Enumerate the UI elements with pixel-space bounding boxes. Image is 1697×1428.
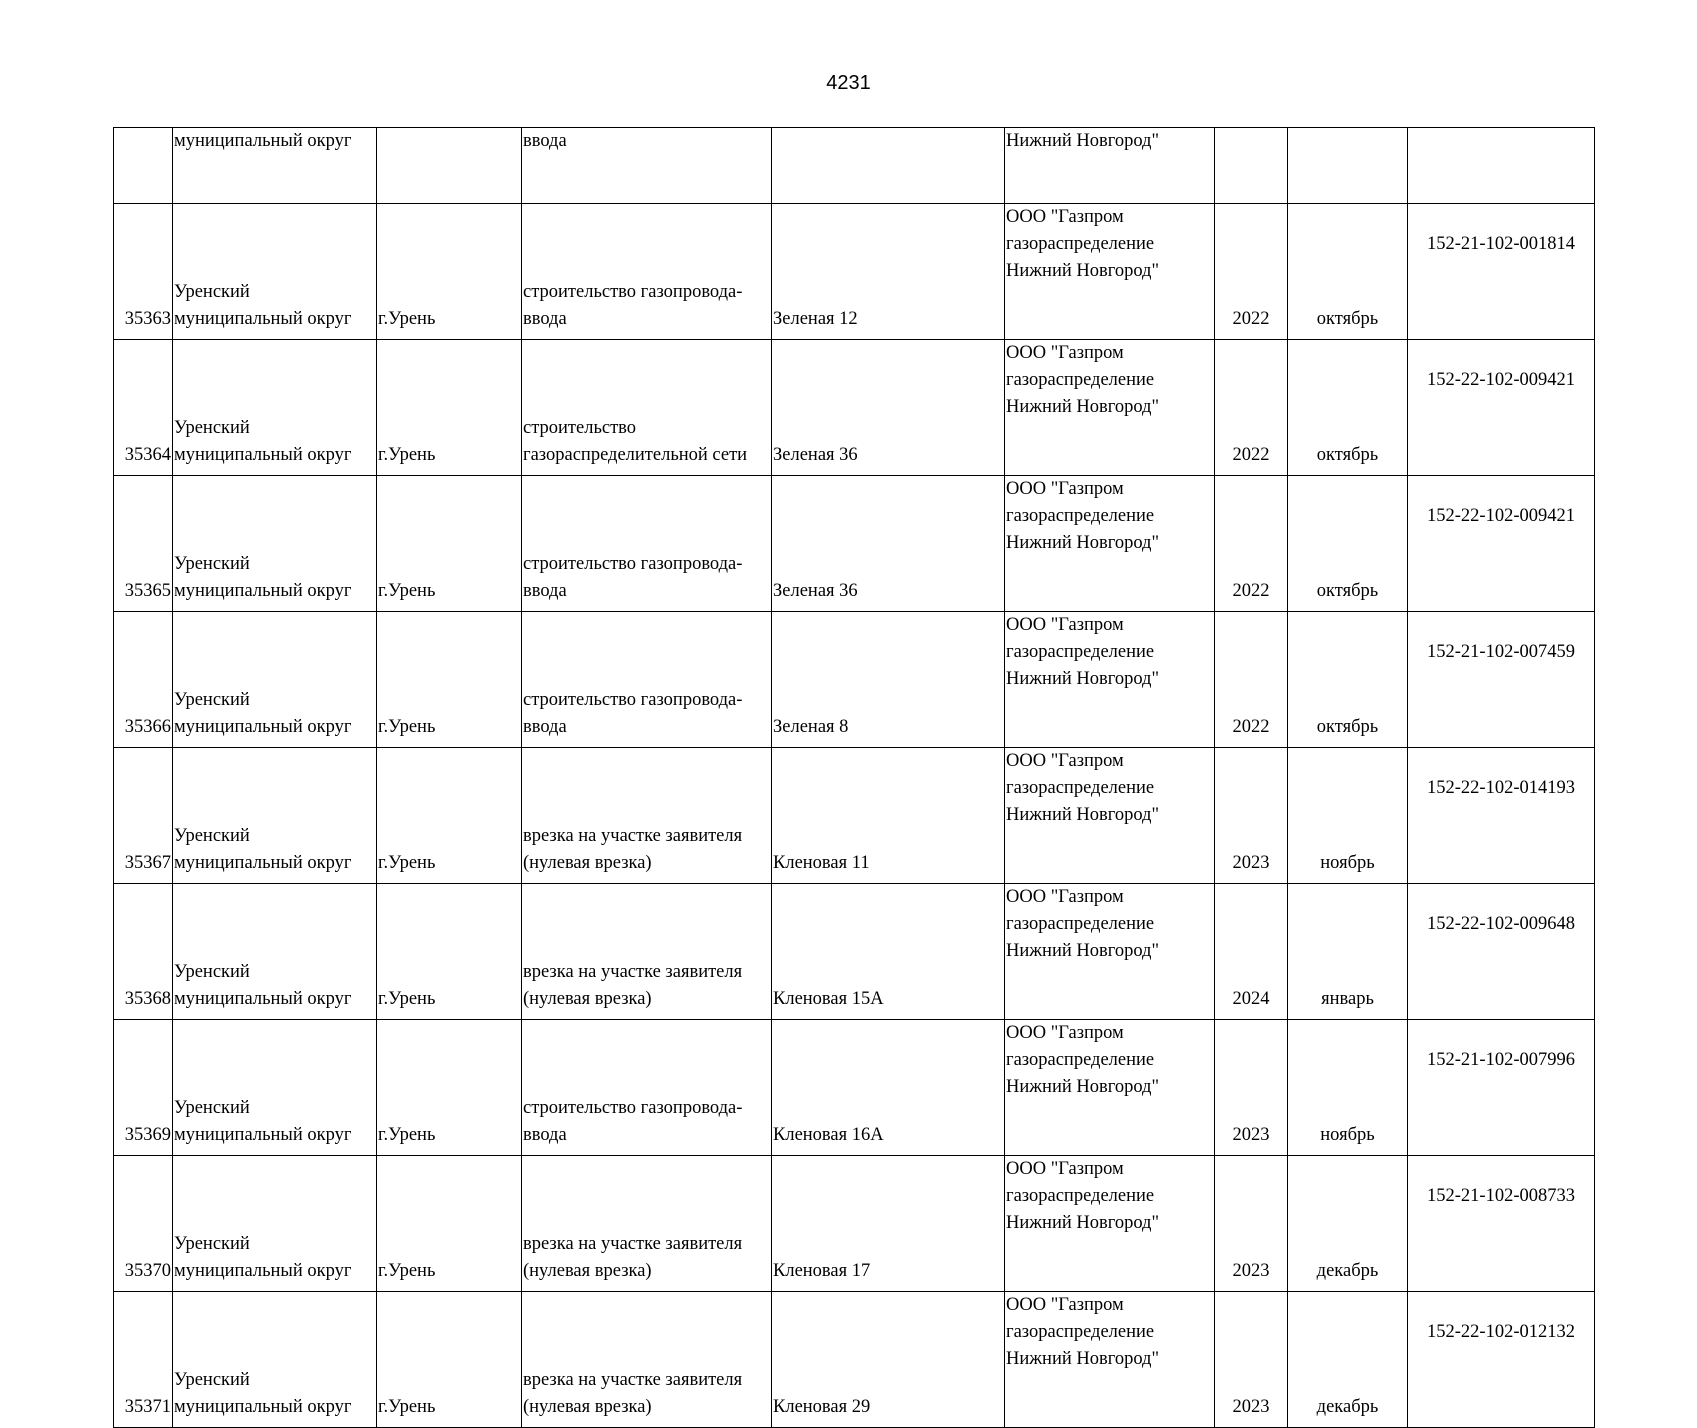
cell-work-type-line: газораспределительной сети bbox=[523, 445, 748, 465]
cell-year-line: 2023 bbox=[1232, 853, 1270, 873]
cell-organization bbox=[1005, 476, 1215, 612]
cell-address-line: Кленовая 16А bbox=[773, 1125, 884, 1145]
cell-year bbox=[1215, 204, 1288, 340]
cell-work-type-line: строительство bbox=[523, 418, 637, 438]
cell-district-line: Уренский bbox=[174, 826, 250, 846]
cell-city bbox=[377, 612, 522, 748]
cell-city bbox=[377, 1292, 522, 1428]
cell-organization-line: газораспределение bbox=[1006, 1050, 1155, 1070]
cell-organization-line: газораспределение bbox=[1006, 914, 1155, 934]
cell-year-line: 2023 bbox=[1232, 1125, 1270, 1145]
cell-address bbox=[772, 204, 1005, 340]
cell-address bbox=[772, 884, 1005, 1020]
cell-district-line: Уренский bbox=[174, 554, 250, 574]
cell-organization: Нижний Новгород" bbox=[1005, 128, 1215, 204]
cell-district-line: муниципальный округ bbox=[174, 1125, 352, 1145]
cell-application-id-line: 152-21-102-001814 bbox=[1427, 234, 1575, 254]
cell-year bbox=[1215, 1020, 1288, 1156]
page-number: 4231 bbox=[826, 72, 871, 94]
cell-work-type-line: врезка на участке заявителя bbox=[523, 1234, 743, 1254]
cell-number-line: 35367 bbox=[124, 853, 171, 873]
cell-district bbox=[173, 612, 377, 748]
cell-city bbox=[377, 340, 522, 476]
cell-city bbox=[377, 1156, 522, 1292]
cell-district bbox=[173, 1156, 377, 1292]
cell-work-type-line: ввода bbox=[523, 717, 567, 737]
cell-organization-line: ООО "Газпром bbox=[1006, 615, 1124, 635]
cell-work-type-line: строительство газопровода- bbox=[523, 554, 743, 574]
cell-number-line: 35363 bbox=[124, 309, 171, 329]
cell-year-line: 2023 bbox=[1232, 1261, 1270, 1281]
table-row bbox=[114, 340, 1595, 476]
cell-district-line: муниципальный округ bbox=[174, 853, 352, 873]
cell-organization bbox=[1005, 884, 1215, 1020]
cell-city-line: г.Урень bbox=[378, 1397, 436, 1417]
cell-city-line: г.Урень bbox=[378, 309, 436, 329]
cell-district bbox=[173, 748, 377, 884]
cell-organization-line: ООО "Газпром bbox=[1006, 1023, 1124, 1043]
cell-work-type-line: (нулевая врезка) bbox=[523, 1397, 652, 1417]
cell-organization-line: ООО "Газпром bbox=[1006, 207, 1124, 227]
cell-month bbox=[1288, 476, 1408, 612]
cell-year-line: 2022 bbox=[1232, 309, 1270, 329]
cell-application-id-line: 152-21-102-007996 bbox=[1427, 1050, 1575, 1070]
cell-year bbox=[1215, 748, 1288, 884]
cell-year bbox=[1215, 1292, 1288, 1428]
cell-month bbox=[1288, 748, 1408, 884]
table-row bbox=[114, 204, 1595, 340]
cell-organization bbox=[1005, 204, 1215, 340]
cell-application-id bbox=[1408, 884, 1595, 1020]
cell-month bbox=[1288, 1292, 1408, 1428]
cell-district-line: Уренский bbox=[174, 1098, 250, 1118]
cell-work-type-line: (нулевая врезка) bbox=[523, 989, 652, 1009]
cell-month-line: январь bbox=[1321, 989, 1374, 1009]
cell-organization-line: ООО "Газпром bbox=[1006, 751, 1124, 771]
cell-organization-line: Нижний Новгород" bbox=[1006, 1349, 1160, 1369]
cell-organization-line: Нижний Новгород" bbox=[1006, 261, 1160, 281]
cell-district-line: Уренский bbox=[174, 962, 250, 982]
cell-city bbox=[377, 884, 522, 1020]
cell-organization bbox=[1005, 340, 1215, 476]
table-row bbox=[114, 476, 1595, 612]
table-row bbox=[114, 1156, 1595, 1292]
cell-district: муниципальный округ bbox=[173, 128, 377, 204]
cell-year bbox=[1215, 476, 1288, 612]
cell-city-line: г.Урень bbox=[378, 1125, 436, 1145]
cell-city bbox=[377, 204, 522, 340]
cell-application-id-line: 152-22-102-009421 bbox=[1427, 506, 1575, 526]
cell-year bbox=[1215, 612, 1288, 748]
cell-month bbox=[1288, 340, 1408, 476]
cell-work-type-line: строительство газопровода- bbox=[523, 282, 743, 302]
cell-district bbox=[173, 1292, 377, 1428]
cell-number bbox=[114, 884, 173, 1020]
cell-district-line: муниципальный округ bbox=[174, 989, 352, 1009]
cell-number bbox=[114, 1292, 173, 1428]
cell-district bbox=[173, 476, 377, 612]
cell-organization-line: Нижний Новгород" bbox=[1006, 805, 1160, 825]
cell-address-line: Кленовая 17 bbox=[773, 1261, 871, 1281]
cell-address-line: Зеленая 8 bbox=[773, 717, 849, 737]
cell-application-id-line: 152-21-102-008733 bbox=[1427, 1186, 1575, 1206]
cell-application-id bbox=[1408, 1020, 1595, 1156]
cell-year bbox=[1215, 128, 1288, 204]
cell-organization-line: газораспределение bbox=[1006, 370, 1155, 390]
table-row bbox=[114, 612, 1595, 748]
cell-work-type-line: ввода bbox=[523, 581, 567, 601]
cell-number-line: 35368 bbox=[124, 989, 171, 1009]
cell-month bbox=[1288, 884, 1408, 1020]
cell-address bbox=[772, 1020, 1005, 1156]
cell-address bbox=[772, 1292, 1005, 1428]
cell-application-id bbox=[1408, 340, 1595, 476]
cell-application-id bbox=[1408, 128, 1595, 204]
cell-month bbox=[1288, 204, 1408, 340]
cell-month-line: октябрь bbox=[1316, 309, 1379, 329]
table-row bbox=[114, 748, 1595, 884]
cell-application-id bbox=[1408, 476, 1595, 612]
cell-organization bbox=[1005, 748, 1215, 884]
cell-city-line: г.Урень bbox=[378, 581, 436, 601]
cell-year bbox=[1215, 340, 1288, 476]
cell-address-line: Зеленая 36 bbox=[773, 445, 858, 465]
cell-work-type: ввода bbox=[522, 128, 772, 204]
cell-work-type-line: (нулевая врезка) bbox=[523, 853, 652, 873]
cell-district bbox=[173, 340, 377, 476]
cell-district-line: Уренский bbox=[174, 690, 250, 710]
cell-address bbox=[772, 1156, 1005, 1292]
cell-organization-line: ООО "Газпром bbox=[1006, 479, 1124, 499]
cell-district-line: Уренский bbox=[174, 282, 250, 302]
cell-number bbox=[114, 748, 173, 884]
cell-work-type bbox=[522, 748, 772, 884]
cell-number-line: 35365 bbox=[124, 581, 171, 601]
cell-work-type-line: ввода bbox=[523, 1125, 567, 1145]
cell-organization-line: газораспределение bbox=[1006, 1186, 1155, 1206]
cell-city-line: г.Урень bbox=[378, 717, 436, 737]
cell-address-line: Кленовая 15А bbox=[773, 989, 884, 1009]
cell-organization-line: ООО "Газпром bbox=[1006, 343, 1124, 363]
cell-application-id-line: 152-21-102-007459 bbox=[1427, 642, 1575, 662]
cell-work-type-line: ввода bbox=[523, 309, 567, 329]
cell-address bbox=[772, 612, 1005, 748]
cell-year bbox=[1215, 1156, 1288, 1292]
cell-city bbox=[377, 748, 522, 884]
cell-number bbox=[114, 612, 173, 748]
cell-application-id bbox=[1408, 1292, 1595, 1428]
cell-city bbox=[377, 128, 522, 204]
cell-city-line: г.Урень bbox=[378, 1261, 436, 1281]
cell-application-id bbox=[1408, 748, 1595, 884]
cell-organization bbox=[1005, 612, 1215, 748]
cell-number-line: 35370 bbox=[124, 1261, 171, 1281]
cell-organization-line: газораспределение bbox=[1006, 778, 1155, 798]
cell-address-line: Зеленая 36 bbox=[773, 581, 858, 601]
cell-work-type bbox=[522, 1156, 772, 1292]
cell-number bbox=[114, 204, 173, 340]
cell-district-line: муниципальный округ bbox=[174, 581, 352, 601]
cell-application-id-line: 152-22-102-009648 bbox=[1427, 914, 1575, 934]
table-row bbox=[114, 1020, 1595, 1156]
cell-organization-line: Нижний Новгород" bbox=[1006, 941, 1160, 961]
cell-month-line: декабрь bbox=[1316, 1397, 1379, 1417]
cell-address bbox=[772, 476, 1005, 612]
cell-year bbox=[1215, 884, 1288, 1020]
cell-number bbox=[114, 340, 173, 476]
cell-district-line: муниципальный округ bbox=[174, 1397, 352, 1417]
cell-district-line: муниципальный округ bbox=[174, 445, 352, 465]
cell-district-line: Уренский bbox=[174, 1234, 250, 1254]
cell-organization-line: Нижний Новгород" bbox=[1006, 1077, 1160, 1097]
cell-application-id-line: 152-22-102-009421 bbox=[1427, 370, 1575, 390]
cell-organization bbox=[1005, 1156, 1215, 1292]
cell-district bbox=[173, 1020, 377, 1156]
cell-number-line: 35364 bbox=[124, 445, 171, 465]
cell-address bbox=[772, 340, 1005, 476]
cell-district-line: Уренский bbox=[174, 1370, 250, 1390]
cell-district bbox=[173, 204, 377, 340]
cell-organization-line: газораспределение bbox=[1006, 234, 1155, 254]
cell-city bbox=[377, 476, 522, 612]
table-body bbox=[114, 128, 1595, 1428]
cell-work-type bbox=[522, 340, 772, 476]
cell-application-id bbox=[1408, 612, 1595, 748]
cell-address-line: Кленовая 11 bbox=[773, 853, 870, 873]
cell-month-line: октябрь bbox=[1316, 717, 1379, 737]
cell-work-type-line: врезка на участке заявителя bbox=[523, 826, 743, 846]
cell-organization-line: Нижний Новгород" bbox=[1006, 533, 1160, 553]
cell-address-line: Кленовая 29 bbox=[773, 1397, 871, 1417]
cell-district-line: муниципальный округ bbox=[174, 309, 352, 329]
cell-city-line: г.Урень bbox=[378, 445, 436, 465]
cell-address-line: Зеленая 12 bbox=[773, 309, 858, 329]
cell-number-line: 35366 bbox=[124, 717, 171, 737]
table-row bbox=[114, 884, 1595, 1020]
cell-city bbox=[377, 1020, 522, 1156]
cell-year-line: 2022 bbox=[1232, 445, 1270, 465]
cell-organization-line: газораспределение bbox=[1006, 506, 1155, 526]
cell-month bbox=[1288, 1020, 1408, 1156]
cell-month-line: ноябрь bbox=[1320, 853, 1375, 873]
cell-number bbox=[114, 1156, 173, 1292]
cell-month-line: октябрь bbox=[1316, 581, 1379, 601]
cell-application-id-line: 152-22-102-014193 bbox=[1427, 778, 1575, 798]
cell-work-type-line: врезка на участке заявителя bbox=[523, 1370, 743, 1390]
cell-number bbox=[114, 128, 173, 204]
cell-district-line: муниципальный округ bbox=[174, 717, 352, 737]
cell-organization-line: ООО "Газпром bbox=[1006, 1159, 1124, 1179]
cell-organization bbox=[1005, 1292, 1215, 1428]
cell-year-line: 2022 bbox=[1232, 717, 1270, 737]
cell-work-type bbox=[522, 884, 772, 1020]
cell-year-line: 2024 bbox=[1232, 989, 1270, 1009]
cell-month bbox=[1288, 612, 1408, 748]
cell-organization-line: Нижний Новгород" bbox=[1006, 1213, 1160, 1233]
cell-work-type bbox=[522, 1292, 772, 1428]
cell-month-line: октябрь bbox=[1316, 445, 1379, 465]
cell-work-type bbox=[522, 612, 772, 748]
cell-number-line: 35371 bbox=[124, 1397, 171, 1417]
cell-number bbox=[114, 1020, 173, 1156]
cell-work-type bbox=[522, 204, 772, 340]
cell-district bbox=[173, 884, 377, 1020]
cell-work-type bbox=[522, 476, 772, 612]
cell-district-line: Уренский bbox=[174, 418, 250, 438]
cell-organization-line: ООО "Газпром bbox=[1006, 887, 1124, 907]
cell-organization-line: Нижний Новгород" bbox=[1006, 669, 1160, 689]
cell-month bbox=[1288, 128, 1408, 204]
cell-district-line: муниципальный округ bbox=[174, 1261, 352, 1281]
cell-application-id bbox=[1408, 1156, 1595, 1292]
cell-organization-line: Нижний Новгород" bbox=[1006, 397, 1160, 417]
cell-application-id-line: 152-22-102-012132 bbox=[1427, 1322, 1575, 1342]
table-row-continued bbox=[114, 128, 1595, 204]
cell-city-line: г.Урень bbox=[378, 853, 436, 873]
cell-number bbox=[114, 476, 173, 612]
cell-work-type-line: строительство газопровода- bbox=[523, 690, 743, 710]
cell-organization-line: газораспределение bbox=[1006, 1322, 1155, 1342]
cell-work-type-line: врезка на участке заявителя bbox=[523, 962, 743, 982]
cell-address bbox=[772, 748, 1005, 884]
registry-table bbox=[113, 127, 1595, 1428]
cell-month bbox=[1288, 1156, 1408, 1292]
cell-year-line: 2023 bbox=[1232, 1397, 1270, 1417]
cell-work-type-line: строительство газопровода- bbox=[523, 1098, 743, 1118]
cell-work-type bbox=[522, 1020, 772, 1156]
cell-number-line: 35369 bbox=[124, 1125, 171, 1145]
cell-organization bbox=[1005, 1020, 1215, 1156]
cell-address bbox=[772, 128, 1005, 204]
cell-application-id bbox=[1408, 204, 1595, 340]
cell-month-line: ноябрь bbox=[1320, 1125, 1375, 1145]
cell-organization-line: газораспределение bbox=[1006, 642, 1155, 662]
cell-year-line: 2022 bbox=[1232, 581, 1270, 601]
table-row bbox=[114, 1292, 1595, 1428]
cell-city-line: г.Урень bbox=[378, 989, 436, 1009]
cell-work-type-line: (нулевая врезка) bbox=[523, 1261, 652, 1281]
cell-month-line: декабрь bbox=[1316, 1261, 1379, 1281]
cell-organization-line: ООО "Газпром bbox=[1006, 1295, 1124, 1315]
